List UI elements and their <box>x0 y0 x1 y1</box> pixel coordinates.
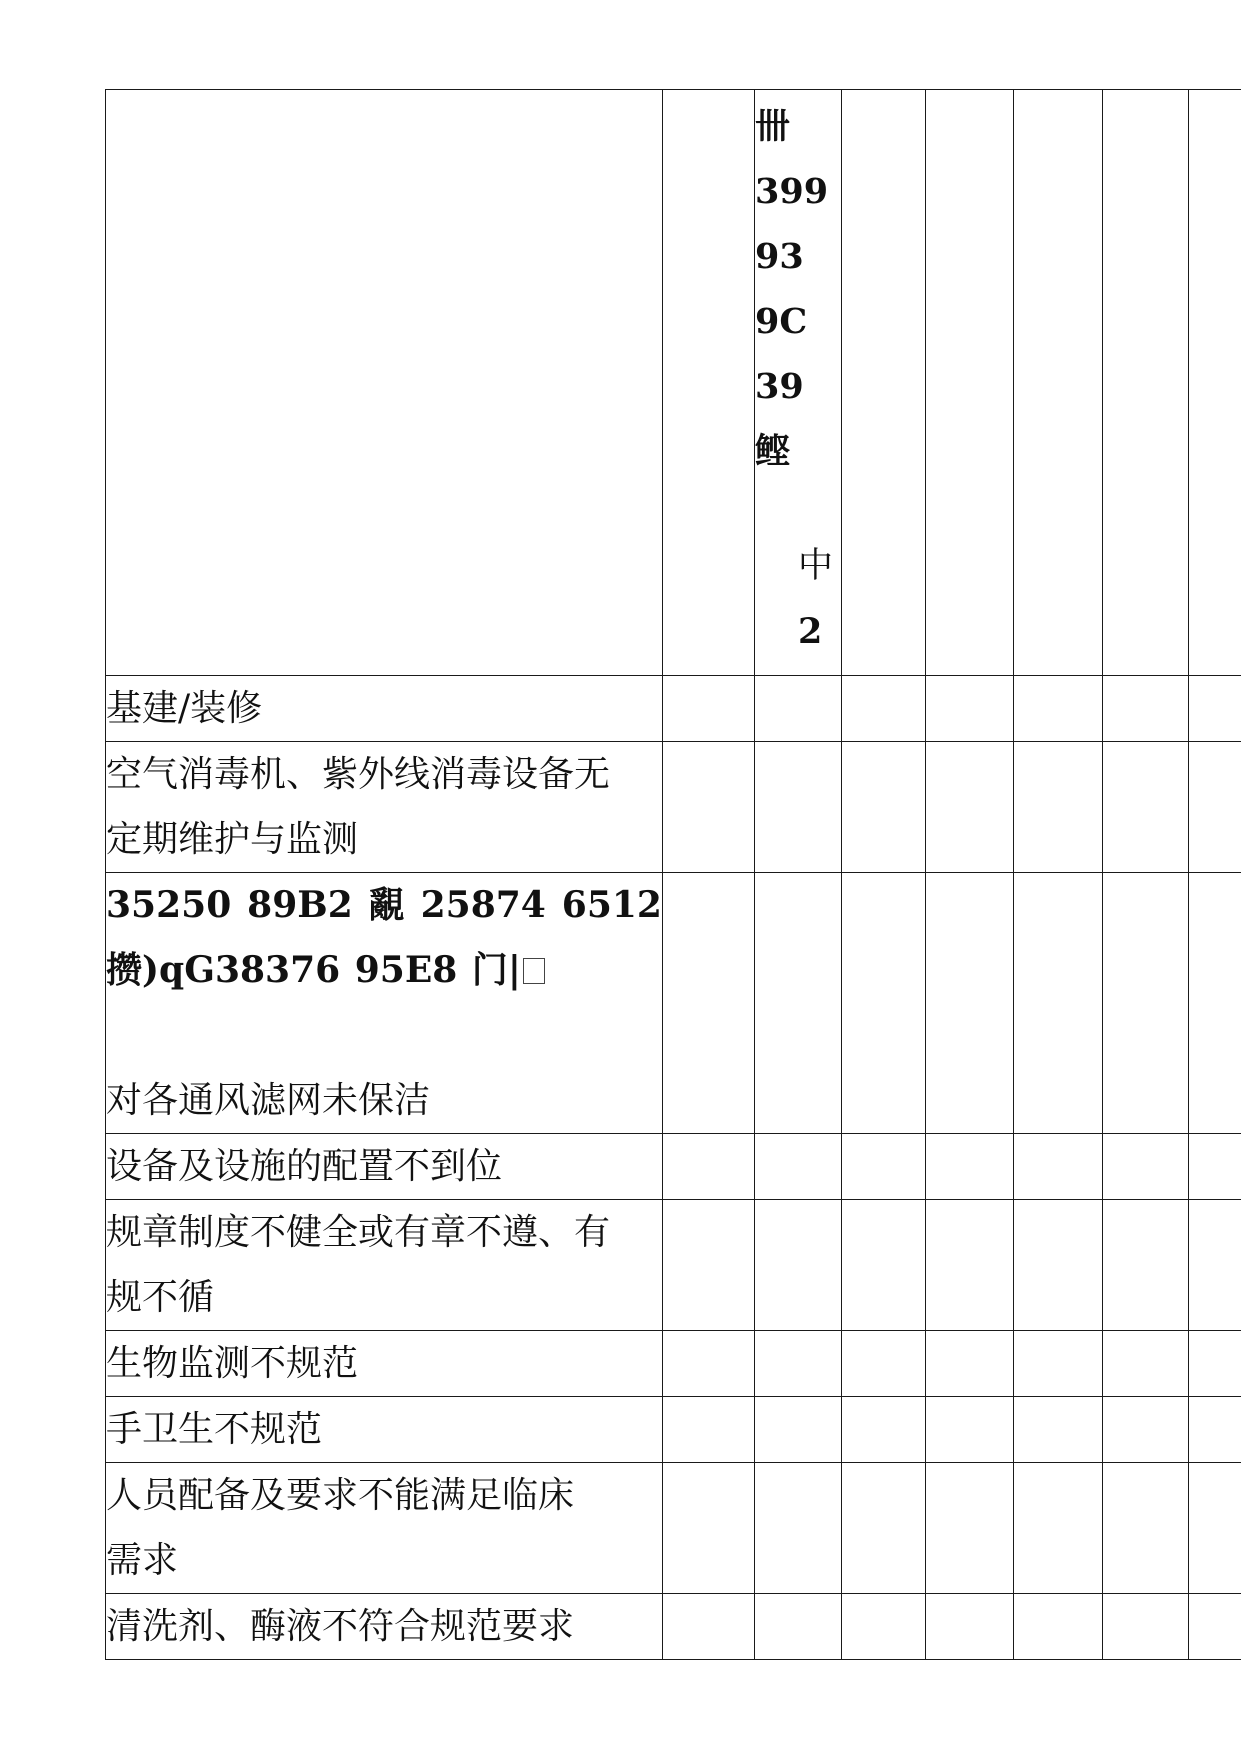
empty-cell <box>663 1200 755 1331</box>
empty-cell <box>1103 1594 1189 1660</box>
empty-cell <box>1189 1331 1241 1397</box>
code-token: 25874 <box>420 884 546 926</box>
header-cell <box>1189 90 1241 676</box>
empty-cell <box>755 1331 842 1397</box>
header-text-line: 中 <box>798 546 834 586</box>
empty-cell <box>1014 1594 1103 1660</box>
item-cell <box>106 1200 663 1331</box>
empty-cell <box>842 742 926 873</box>
header-text-line: 2 <box>798 611 823 652</box>
code-token: 35250 <box>106 884 232 926</box>
table-row <box>106 1331 1241 1397</box>
item-text: 人员配备及要求不能满足临床 <box>106 1475 575 1516</box>
item-cell <box>106 742 663 873</box>
empty-cell <box>663 742 755 873</box>
item-text: 手卫生不规范 <box>106 1409 323 1450</box>
empty-cell <box>755 1397 842 1463</box>
table-row <box>106 1594 1241 1660</box>
inspection-table <box>105 89 1241 1660</box>
header-cell <box>1014 90 1103 676</box>
empty-cell <box>842 1134 926 1200</box>
header-row <box>106 90 1241 676</box>
code-token: 覶 <box>368 884 405 926</box>
empty-cell <box>1103 676 1189 742</box>
empty-cell <box>663 1331 755 1397</box>
header-cell <box>926 90 1014 676</box>
empty-cell <box>755 1594 842 1660</box>
empty-cell <box>842 873 926 1134</box>
item-cell <box>106 676 663 742</box>
header-text-line: 93 <box>755 236 804 277</box>
empty-cell <box>926 1397 1014 1463</box>
empty-cell <box>842 1331 926 1397</box>
header-cell <box>663 90 755 676</box>
empty-cell <box>663 873 755 1134</box>
item-text: 基建/装修 <box>106 688 263 729</box>
item-cell <box>106 1397 663 1463</box>
empty-cell <box>842 1397 926 1463</box>
empty-cell <box>1103 742 1189 873</box>
empty-cell <box>1014 1331 1103 1397</box>
header-text-line: 鲣 <box>755 431 791 472</box>
code-token: 6512 <box>561 884 662 926</box>
empty-cell <box>663 676 755 742</box>
empty-cell <box>755 676 842 742</box>
empty-cell <box>663 1594 755 1660</box>
empty-cell <box>1189 676 1241 742</box>
empty-cell <box>842 1200 926 1331</box>
item-text: 生物监测不规范 <box>106 1343 359 1384</box>
item-text: 需求 <box>106 1540 179 1581</box>
empty-cell <box>1189 873 1241 1134</box>
table-row <box>106 1397 1241 1463</box>
item-cell <box>106 1594 663 1660</box>
empty-cell <box>1014 1463 1103 1594</box>
empty-box-glyph <box>523 958 545 984</box>
empty-cell <box>926 873 1014 1134</box>
header-text-line: 39 <box>755 366 804 407</box>
header-cell <box>842 90 926 676</box>
empty-cell <box>1103 1331 1189 1397</box>
empty-cell <box>926 1331 1014 1397</box>
empty-cell <box>1103 1463 1189 1594</box>
code-token: 89B2 <box>247 884 353 926</box>
empty-cell <box>1103 1397 1189 1463</box>
empty-cell <box>1014 1397 1103 1463</box>
empty-cell <box>842 676 926 742</box>
item-cell <box>106 1331 663 1397</box>
header-cell-vertical-text <box>755 90 842 676</box>
header-text-line: 9C <box>755 301 808 342</box>
empty-cell <box>1189 1463 1241 1594</box>
empty-cell <box>1189 1200 1241 1331</box>
item-text: 规不循 <box>106 1277 215 1318</box>
empty-cell <box>1189 1594 1241 1660</box>
empty-cell <box>663 1463 755 1594</box>
empty-cell <box>1014 676 1103 742</box>
empty-cell <box>1189 1397 1241 1463</box>
empty-cell <box>926 676 1014 742</box>
table-row <box>106 742 1241 873</box>
empty-cell <box>755 873 842 1134</box>
item-cell <box>106 1134 663 1200</box>
item-text: 对各通风滤网未保洁 <box>106 1080 431 1121</box>
empty-cell <box>1014 873 1103 1134</box>
code-text: 攒)qG38376 95E8 门| <box>106 949 521 991</box>
table-row <box>106 676 1241 742</box>
empty-cell <box>842 1594 926 1660</box>
empty-cell <box>926 1463 1014 1594</box>
header-text-line: 卌 <box>755 106 791 147</box>
header-cell-item <box>106 90 663 676</box>
header-cell <box>1103 90 1189 676</box>
empty-cell <box>755 742 842 873</box>
empty-cell <box>1103 1134 1189 1200</box>
empty-cell <box>755 1463 842 1594</box>
empty-cell <box>1014 1134 1103 1200</box>
item-cell <box>106 873 663 1134</box>
empty-cell <box>1189 1134 1241 1200</box>
empty-cell <box>926 1594 1014 1660</box>
table-row <box>106 1134 1241 1200</box>
item-text: 清洗剂、酶液不符合规范要求 <box>106 1606 575 1647</box>
code-line <box>106 873 662 938</box>
empty-cell <box>926 1134 1014 1200</box>
item-cell <box>106 1463 663 1594</box>
empty-cell <box>1103 1200 1189 1331</box>
item-text: 设备及设施的配置不到位 <box>106 1146 503 1187</box>
item-text: 空气消毒机、紫外线消毒设备无 <box>106 754 611 795</box>
empty-cell <box>926 742 1014 873</box>
empty-cell <box>755 1134 842 1200</box>
empty-cell <box>663 1397 755 1463</box>
empty-cell <box>1014 1200 1103 1331</box>
empty-cell <box>1189 742 1241 873</box>
table-row <box>106 1463 1241 1594</box>
item-text: 定期维护与监测 <box>106 819 359 860</box>
empty-cell <box>842 1463 926 1594</box>
empty-cell <box>926 1200 1014 1331</box>
empty-cell <box>663 1134 755 1200</box>
empty-cell <box>1103 873 1189 1134</box>
header-text-line: 399 <box>755 171 829 212</box>
empty-cell <box>755 1200 842 1331</box>
table-row <box>106 1200 1241 1331</box>
table-row <box>106 873 1241 1134</box>
empty-cell <box>1014 742 1103 873</box>
item-text: 规章制度不健全或有章不遵、有 <box>106 1212 611 1253</box>
code-line <box>106 938 662 1003</box>
